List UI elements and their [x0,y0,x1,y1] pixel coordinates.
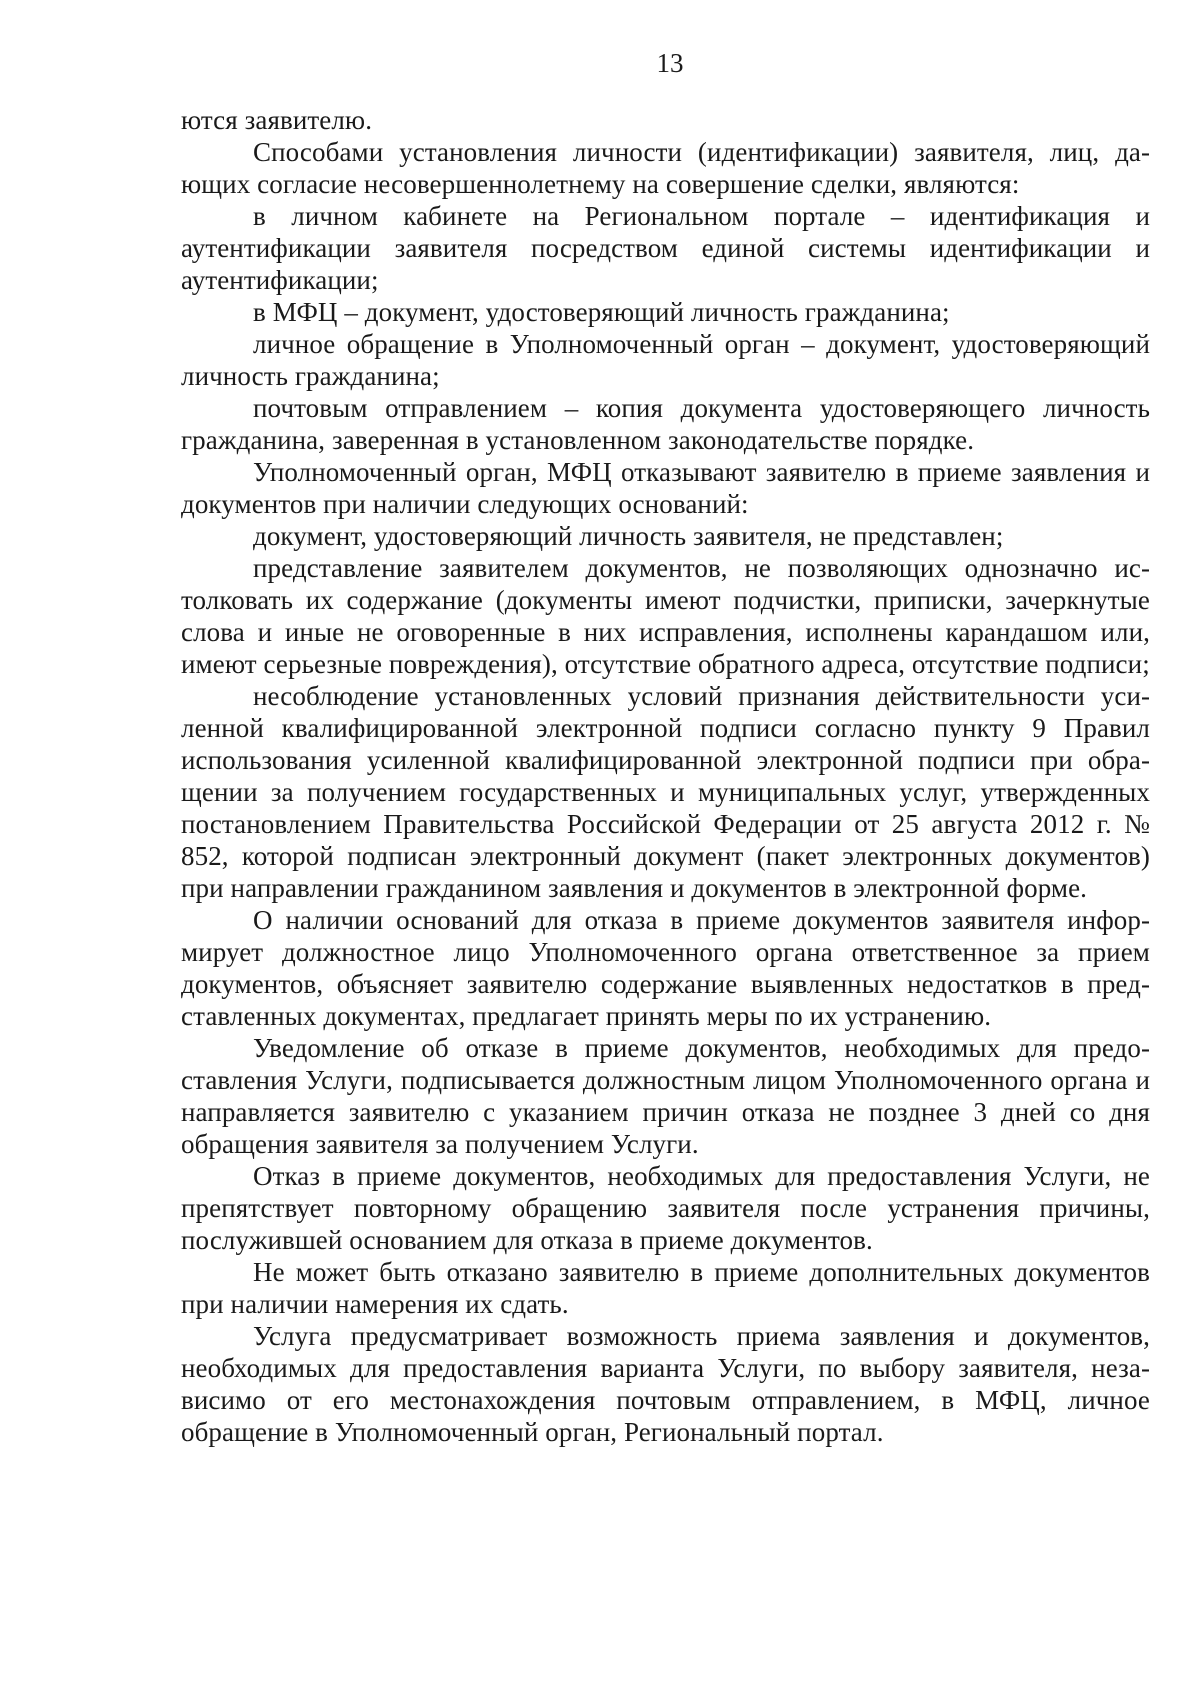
document-body [181,104,1150,1448]
paragraph-refusal-grounds: Уполномоченный орган, МФЦ отказывают заявителю в приеме заявления и документов при наличии следующих оснований: [181,457,1150,519]
page-number: 13 [656,48,684,78]
paragraph-identification-methods: Способами установления личности (идентификации) заявителя, лиц, дающих согласие несовершеннолетнему на совершение сделки, являются: [181,137,1150,199]
paragraph-regional-portal: в личном кабинете на Региональном портале – идентификация и аутентификации заявителя посредством единой системы идентификации и аутентификации; [181,201,1150,295]
paragraph-repeat-application: Отказ в приеме документов, необходимых для предоставления Услуги, не препятствует повторному обращению заявителя после устранения причины, послужившей основанием для отказа в приеме документов. [181,1161,1150,1255]
paragraph-mfc: в МФЦ – документ, удостоверяющий личность гражданина; [253,297,950,327]
paragraph-signature-conditions: несоблюдение установленных условий признания действительности усиленной квалифицированной электронной подписи согласно пункту 9 Правил использования усиленной квалифицированной электронной подписи при обращении за получением государственных и муниципальных услуг, утвержденных постановлением Правительства Российской Федерации от 25 августа 2012 г. № 852, которой подписан электронный документ (пакет электронных документов) при направлении гражданином заявления и документов в электронной форме. [181,681,1150,903]
paragraph-no-document: документ, удостоверяющий личность заявителя, не представлен; [253,521,1004,551]
paragraph-postal: почтовым отправлением – копия документа удостоверяющего личность гражданина, заверенная в установленном законодательстве порядке. [181,393,1150,455]
paragraph-service-options: Услуга предусматривает возможность приема заявления и документов, необходимых для предоставления варианта Услуги, по выбору заявителя, независимо от его местонахождения почтовым отправлением, в МФЦ, личное обращение в Уполномоченный орган, Региональный портал. [181,1321,1150,1447]
paragraph-official-informs: О наличии оснований для отказа в приеме документов заявителя информирует должностное лицо Уполномоченного органа ответственное за прием документов, объясняет заявителю содержание выявленных недостатков в представленных документах, предлагает принять меры по их устранению. [181,905,1150,1031]
paragraph-personal-visit: личное обращение в Уполномоченный орган – документ, удостоверяющий личность гражданина; [181,329,1150,391]
paragraph-unclear-documents: представление заявителем документов, не позволяющих однозначно истолковать их содержание (документы имеют подчистки, приписки, зачеркнутые слова и иные не оговоренные в них исправления, исполнены карандашом или, имеют серьезные повреждения), отсутствие обратного адреса, отсутствие подписи; [181,553,1150,679]
paragraph-additional-documents: Не может быть отказано заявителю в приеме дополнительных документов при наличии намерения их сдать. [181,1257,1150,1319]
paragraph-refusal-notice: Уведомление об отказе в приеме документов, необходимых для предоставления Услуги, подписывается должностным лицом Уполномоченного органа и направляется заявителю с указанием причин отказа не позднее 3 дней со дня обращения заявителя за получением Услуги. [181,1033,1150,1159]
paragraph-continuation: ются заявителю. [181,105,373,135]
